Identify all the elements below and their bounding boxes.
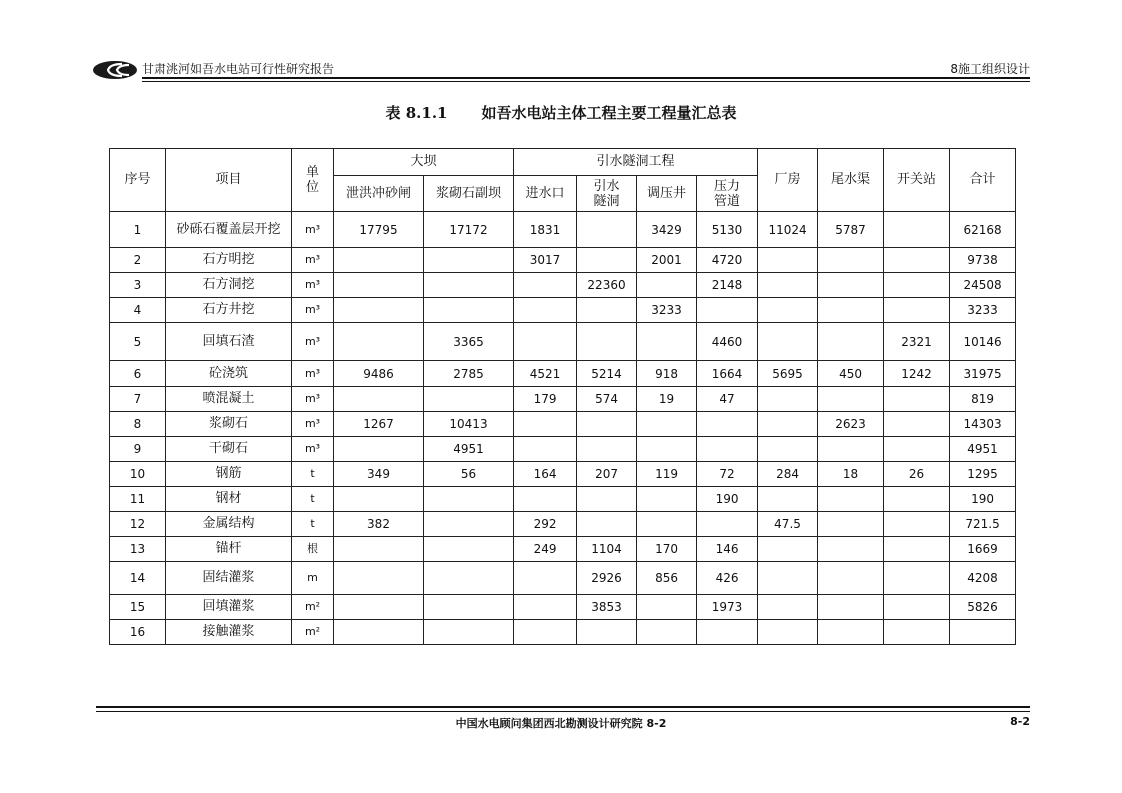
cell-seq: 8 — [110, 412, 166, 437]
cell-switchyard — [884, 620, 950, 645]
cell-masonry-dam — [424, 298, 514, 323]
cell-switchyard: 2321 — [884, 323, 950, 361]
cell-total: 1669 — [950, 537, 1016, 562]
cell-masonry-dam — [424, 620, 514, 645]
cell-seq: 1 — [110, 212, 166, 248]
cell-item: 钢筋 — [166, 462, 292, 487]
header-tunnel-headrace: 引水隧洞 — [577, 176, 637, 212]
table-body — [110, 212, 1016, 645]
cell-masonry-dam — [424, 273, 514, 298]
cell-spillway — [334, 387, 424, 412]
cell-item: 锚杆 — [166, 537, 292, 562]
cell-surge: 856 — [637, 562, 697, 595]
table-row — [110, 595, 1016, 620]
cell-headrace — [577, 212, 637, 248]
cell-spillway — [334, 537, 424, 562]
cell-spillway — [334, 620, 424, 645]
cell-total: 819 — [950, 387, 1016, 412]
cell-seq: 6 — [110, 361, 166, 387]
cell-intake — [514, 323, 577, 361]
cell-item: 喷混凝土 — [166, 387, 292, 412]
header-item: 项目 — [166, 149, 292, 212]
cell-masonry-dam — [424, 248, 514, 273]
header-dam-spillway: 泄洪冲砂闸 — [334, 176, 424, 212]
chapter-title: 8施工组织设计 — [950, 62, 1030, 76]
cell-surge: 119 — [637, 462, 697, 487]
cell-total: 5826 — [950, 595, 1016, 620]
cell-intake: 249 — [514, 537, 577, 562]
cell-masonry-dam: 10413 — [424, 412, 514, 437]
cell-spillway: 349 — [334, 462, 424, 487]
cell-powerhouse — [758, 620, 818, 645]
cell-unit: m³ — [292, 437, 334, 462]
cell-seq: 4 — [110, 298, 166, 323]
cell-unit: m — [292, 562, 334, 595]
cell-headrace — [577, 487, 637, 512]
cell-tailrace — [818, 273, 884, 298]
cell-unit: t — [292, 462, 334, 487]
cell-headrace — [577, 323, 637, 361]
cell-headrace — [577, 620, 637, 645]
cell-switchyard — [884, 298, 950, 323]
cell-penstock: 5130 — [697, 212, 758, 248]
cell-headrace — [577, 512, 637, 537]
cell-powerhouse — [758, 437, 818, 462]
cell-powerhouse — [758, 248, 818, 273]
cell-total: 721.5 — [950, 512, 1016, 537]
table-row — [110, 487, 1016, 512]
header-tunnel-penstock: 压力管道 — [697, 176, 758, 212]
header-rule-thin — [142, 81, 1030, 82]
cell-switchyard — [884, 562, 950, 595]
cell-spillway — [334, 298, 424, 323]
cell-unit: m³ — [292, 212, 334, 248]
report-title: 甘肃洮河如吾水电站可行性研究报告 — [142, 62, 335, 76]
cell-switchyard — [884, 487, 950, 512]
table-row — [110, 412, 1016, 437]
cell-powerhouse: 11024 — [758, 212, 818, 248]
cell-item: 回填灌浆 — [166, 595, 292, 620]
cell-headrace — [577, 412, 637, 437]
cell-seq: 12 — [110, 512, 166, 537]
cell-seq: 9 — [110, 437, 166, 462]
cell-headrace: 2926 — [577, 562, 637, 595]
cell-spillway — [334, 248, 424, 273]
header-total: 合计 — [950, 149, 1016, 212]
table-number: 表 8.1.1 — [385, 104, 448, 122]
cell-surge — [637, 437, 697, 462]
cell-masonry-dam — [424, 387, 514, 412]
cell-tailrace — [818, 512, 884, 537]
cell-penstock: 2148 — [697, 273, 758, 298]
cell-headrace: 3853 — [577, 595, 637, 620]
cell-powerhouse: 5695 — [758, 361, 818, 387]
cell-penstock: 4720 — [697, 248, 758, 273]
cell-penstock: 146 — [697, 537, 758, 562]
cell-masonry-dam: 17172 — [424, 212, 514, 248]
table-row — [110, 323, 1016, 361]
page-header — [92, 56, 1030, 86]
cell-unit: m² — [292, 595, 334, 620]
header-rule — [142, 77, 1030, 79]
header-tunnel: 引水隧洞工程 — [514, 149, 758, 176]
cell-tailrace — [818, 437, 884, 462]
cell-unit: m³ — [292, 323, 334, 361]
cell-spillway: 9486 — [334, 361, 424, 387]
cell-penstock — [697, 412, 758, 437]
cell-penstock — [697, 512, 758, 537]
cell-surge: 170 — [637, 537, 697, 562]
cell-surge — [637, 487, 697, 512]
cell-switchyard — [884, 537, 950, 562]
cell-penstock — [697, 437, 758, 462]
cell-spillway: 382 — [334, 512, 424, 537]
cell-total: 14303 — [950, 412, 1016, 437]
cell-powerhouse — [758, 487, 818, 512]
institute-logo-icon — [92, 60, 138, 80]
cell-headrace: 22360 — [577, 273, 637, 298]
cell-total — [950, 620, 1016, 645]
cell-surge — [637, 412, 697, 437]
cell-seq: 3 — [110, 273, 166, 298]
cell-intake — [514, 595, 577, 620]
cell-tailrace — [818, 323, 884, 361]
cell-surge: 3233 — [637, 298, 697, 323]
cell-spillway — [334, 487, 424, 512]
cell-powerhouse — [758, 562, 818, 595]
cell-seq: 7 — [110, 387, 166, 412]
cell-seq: 11 — [110, 487, 166, 512]
header-dam-masonry: 浆砌石副坝 — [424, 176, 514, 212]
cell-seq: 15 — [110, 595, 166, 620]
cell-tailrace: 2623 — [818, 412, 884, 437]
cell-powerhouse — [758, 387, 818, 412]
cell-item: 石方洞挖 — [166, 273, 292, 298]
cell-penstock — [697, 298, 758, 323]
cell-unit: t — [292, 487, 334, 512]
cell-masonry-dam: 2785 — [424, 361, 514, 387]
cell-unit: 根 — [292, 537, 334, 562]
cell-unit: t — [292, 512, 334, 537]
cell-seq: 13 — [110, 537, 166, 562]
cell-powerhouse — [758, 412, 818, 437]
cell-surge — [637, 620, 697, 645]
cell-powerhouse: 284 — [758, 462, 818, 487]
cell-powerhouse — [758, 323, 818, 361]
table-row — [110, 248, 1016, 273]
header-tunnel-intake: 进水口 — [514, 176, 577, 212]
cell-masonry-dam: 3365 — [424, 323, 514, 361]
cell-intake — [514, 562, 577, 595]
cell-total: 4208 — [950, 562, 1016, 595]
cell-tailrace: 18 — [818, 462, 884, 487]
cell-powerhouse — [758, 537, 818, 562]
cell-switchyard — [884, 595, 950, 620]
cell-item: 砼浇筑 — [166, 361, 292, 387]
header-switchyard: 开关站 — [884, 149, 950, 212]
cell-seq: 14 — [110, 562, 166, 595]
cell-masonry-dam: 4951 — [424, 437, 514, 462]
cell-seq: 16 — [110, 620, 166, 645]
cell-tailrace — [818, 595, 884, 620]
cell-intake: 164 — [514, 462, 577, 487]
cell-total: 62168 — [950, 212, 1016, 248]
header-unit: 单位 — [292, 149, 334, 212]
cell-surge — [637, 512, 697, 537]
table-row — [110, 212, 1016, 248]
page-number: 8-2 — [1010, 715, 1030, 728]
footer-rule — [96, 706, 1030, 708]
cell-seq: 10 — [110, 462, 166, 487]
cell-total: 4951 — [950, 437, 1016, 462]
cell-intake — [514, 620, 577, 645]
cell-tailrace — [818, 537, 884, 562]
cell-item: 钢材 — [166, 487, 292, 512]
cell-spillway — [334, 273, 424, 298]
cell-penstock: 72 — [697, 462, 758, 487]
cell-spillway — [334, 562, 424, 595]
cell-penstock: 47 — [697, 387, 758, 412]
cell-tailrace — [818, 620, 884, 645]
cell-total: 3233 — [950, 298, 1016, 323]
cell-tailrace: 450 — [818, 361, 884, 387]
cell-total: 10146 — [950, 323, 1016, 361]
cell-intake — [514, 437, 577, 462]
cell-item: 固结灌浆 — [166, 562, 292, 595]
cell-penstock: 426 — [697, 562, 758, 595]
cell-spillway — [334, 595, 424, 620]
table-title — [0, 102, 1122, 123]
cell-surge — [637, 595, 697, 620]
cell-switchyard — [884, 437, 950, 462]
cell-surge: 3429 — [637, 212, 697, 248]
header-powerhouse: 厂房 — [758, 149, 818, 212]
cell-item: 回填石渣 — [166, 323, 292, 361]
header-dam: 大坝 — [334, 149, 514, 176]
cell-tailrace — [818, 562, 884, 595]
cell-tailrace: 5787 — [818, 212, 884, 248]
cell-item: 浆砌石 — [166, 412, 292, 437]
cell-penstock — [697, 620, 758, 645]
cell-total: 31975 — [950, 361, 1016, 387]
cell-item: 金属结构 — [166, 512, 292, 537]
cell-switchyard — [884, 248, 950, 273]
cell-unit: m³ — [292, 387, 334, 412]
cell-masonry-dam — [424, 562, 514, 595]
cell-item: 石方明挖 — [166, 248, 292, 273]
cell-surge — [637, 323, 697, 361]
cell-intake: 292 — [514, 512, 577, 537]
cell-headrace — [577, 298, 637, 323]
cell-masonry-dam — [424, 512, 514, 537]
cell-powerhouse — [758, 273, 818, 298]
cell-headrace: 1104 — [577, 537, 637, 562]
cell-item: 砂砾石覆盖层开挖 — [166, 212, 292, 248]
cell-spillway — [334, 437, 424, 462]
cell-unit: m³ — [292, 273, 334, 298]
cell-switchyard — [884, 512, 950, 537]
cell-intake: 179 — [514, 387, 577, 412]
cell-item: 石方井挖 — [166, 298, 292, 323]
table-row — [110, 273, 1016, 298]
cell-intake — [514, 412, 577, 437]
cell-seq: 2 — [110, 248, 166, 273]
cell-intake — [514, 298, 577, 323]
cell-unit: m³ — [292, 361, 334, 387]
cell-surge — [637, 273, 697, 298]
cell-intake: 3017 — [514, 248, 577, 273]
table-title-text: 如吾水电站主体工程主要工程量汇总表 — [481, 104, 737, 122]
table-row — [110, 537, 1016, 562]
cell-headrace — [577, 248, 637, 273]
header-tunnel-surge: 调压井 — [637, 176, 697, 212]
cell-masonry-dam — [424, 595, 514, 620]
cell-total: 190 — [950, 487, 1016, 512]
table-row — [110, 512, 1016, 537]
cell-switchyard — [884, 387, 950, 412]
quantity-summary-table — [109, 148, 1016, 645]
cell-total: 24508 — [950, 273, 1016, 298]
cell-switchyard — [884, 273, 950, 298]
cell-headrace: 574 — [577, 387, 637, 412]
cell-tailrace — [818, 298, 884, 323]
table-row — [110, 387, 1016, 412]
footer-rule-thin — [96, 711, 1030, 712]
cell-total: 9738 — [950, 248, 1016, 273]
cell-tailrace — [818, 248, 884, 273]
cell-unit: m³ — [292, 298, 334, 323]
cell-penstock: 1973 — [697, 595, 758, 620]
cell-switchyard — [884, 412, 950, 437]
cell-switchyard: 26 — [884, 462, 950, 487]
table-row — [110, 620, 1016, 645]
cell-spillway: 1267 — [334, 412, 424, 437]
cell-surge: 918 — [637, 361, 697, 387]
cell-powerhouse — [758, 595, 818, 620]
table-row — [110, 298, 1016, 323]
cell-item: 接触灌浆 — [166, 620, 292, 645]
footer-institute: 中国水电顾问集团西北勘测设计研究院 8-2 — [455, 717, 667, 730]
cell-headrace — [577, 437, 637, 462]
cell-unit: m³ — [292, 248, 334, 273]
cell-masonry-dam — [424, 487, 514, 512]
cell-headrace: 5214 — [577, 361, 637, 387]
cell-tailrace — [818, 487, 884, 512]
cell-penstock: 1664 — [697, 361, 758, 387]
cell-unit: m² — [292, 620, 334, 645]
cell-masonry-dam: 56 — [424, 462, 514, 487]
table-row — [110, 462, 1016, 487]
cell-powerhouse — [758, 298, 818, 323]
cell-intake: 1831 — [514, 212, 577, 248]
cell-intake — [514, 487, 577, 512]
cell-penstock: 190 — [697, 487, 758, 512]
cell-switchyard — [884, 212, 950, 248]
header-seq: 序号 — [110, 149, 166, 212]
cell-penstock: 4460 — [697, 323, 758, 361]
table-header — [110, 149, 1016, 212]
cell-intake: 4521 — [514, 361, 577, 387]
header-tailrace: 尾水渠 — [818, 149, 884, 212]
cell-item: 干砌石 — [166, 437, 292, 462]
cell-tailrace — [818, 387, 884, 412]
cell-seq: 5 — [110, 323, 166, 361]
cell-headrace: 207 — [577, 462, 637, 487]
cell-masonry-dam — [424, 537, 514, 562]
cell-powerhouse: 47.5 — [758, 512, 818, 537]
cell-surge: 19 — [637, 387, 697, 412]
table-row — [110, 437, 1016, 462]
cell-unit: m³ — [292, 412, 334, 437]
cell-total: 1295 — [950, 462, 1016, 487]
cell-spillway: 17795 — [334, 212, 424, 248]
cell-switchyard: 1242 — [884, 361, 950, 387]
cell-surge: 2001 — [637, 248, 697, 273]
table-row — [110, 562, 1016, 595]
cell-spillway — [334, 323, 424, 361]
table-row — [110, 361, 1016, 387]
cell-intake — [514, 273, 577, 298]
